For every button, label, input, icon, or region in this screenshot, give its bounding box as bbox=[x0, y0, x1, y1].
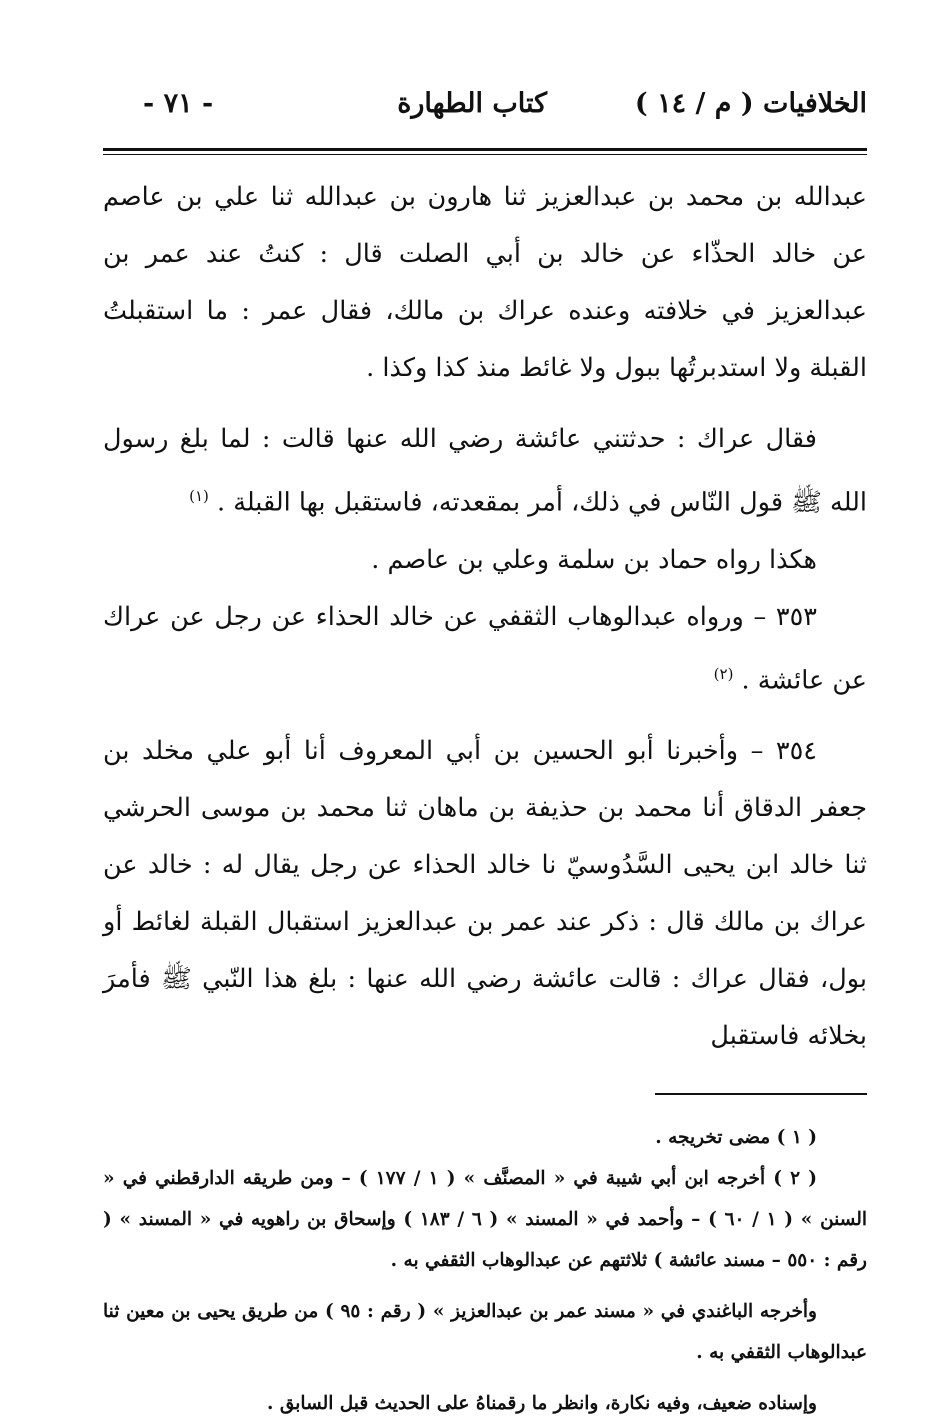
paragraph: ٣٥٣ – ورواه عبدالوهاب الثقفي عن خالد الحذاء عن رجل عن عراك عن عائشة . $^{(٢)}$ bbox=[103, 601, 867, 695]
footnote: ( ١ ) مضى تخريجه . bbox=[655, 1127, 817, 1148]
header-rule-thin bbox=[103, 154, 867, 155]
main-text bbox=[103, 169, 867, 1065]
page-number: - ٧١ - bbox=[143, 88, 214, 119]
footnote-ref[interactable]: (١) bbox=[189, 487, 209, 505]
footnotes bbox=[103, 1117, 867, 1424]
footnote: ( ٢ ) أخرجه ابن أبي شيبة في « المصنَّف » ( ١ / ١٧٧ ) – ومن طريقه الدارقطني في « السنن » ( ١ / ٦٠ ) – وأحمد في « المسند » ( ٦ / ١٨٣ ) وإسحاق بن راهويه في « المسند » ( رقم : ٥٥٠ – مسند عائشة ) ثلاثتهم عن عبدالوهاب الثقفي به . bbox=[103, 1168, 868, 1271]
paragraph: عبدالله بن محمد بن عبدالعزيز ثنا هارون بن عبدالله ثنا علي بن عاصم عن خالد الحذّاء عن خالد بن أبي الصلت قال : كنتُ عند عمر بن عبدالعزيز في خلافته وعنده عراك بن مالك، فقال عمر : ما استقبلتُ القبلة ولا استدبرتُها ببول ولا غائط منذ كذا وكذا . bbox=[103, 182, 867, 383]
paragraph: فقال عراك : حدثتني عائشة رضي الله عنها قالت : لما بلغ رسول الله ﷺ قول النّاس في ذلك، أمر بمقعدته، فاستقبل بها القبلة . $^{(١)}$ bbox=[103, 424, 867, 518]
footnote: وأخرجه الباغندي في « مسند عمر بن عبدالعزيز » ( رقم : ٩٥ ) من طريق يحيى بن معين ثنا عبدالوهاب الثقفي به . bbox=[103, 1301, 867, 1363]
header-rule-thick bbox=[103, 148, 867, 151]
paragraph: هكذا رواه حماد بن سلمة وعلي بن عاصم . bbox=[371, 544, 817, 575]
book-page bbox=[103, 82, 868, 1414]
footnote-separator bbox=[655, 1093, 867, 1095]
book-title: الخلافيات ( م / ١٤ ) bbox=[634, 88, 867, 119]
footnote: وإسناده ضعيف، وفيه نكارة، وانظر ما رقمناهُ على الحديث قبل السابق . bbox=[266, 1393, 817, 1414]
footnote-ref[interactable]: (٢) bbox=[713, 664, 734, 683]
page-header bbox=[103, 82, 867, 134]
paragraph: ٣٥٤ – وأخبرنا أبو الحسين بن أبي المعروف أنا أبو علي مخلد بن جعفر الدقاق أنا محمد بن حذيفة بن ماهان ثنا محمد بن موسى الحرشي ثنا خالد ابن يحيى السَّدُوسيّ نا خالد الحذاء عن رجل يقال له : خالد عن عراك بن مالك قال : ذكر عند عمر بن عبدالعزيز استقبال القبلة لغائط أو بول، فقال عراك : قالت عائشة رضي الله عنها : بلغ هذا النّبي ﷺ فأمرَ بخلائه فاستقبل bbox=[103, 736, 867, 1051]
chapter-title: كتاب الطهارة bbox=[397, 88, 547, 119]
